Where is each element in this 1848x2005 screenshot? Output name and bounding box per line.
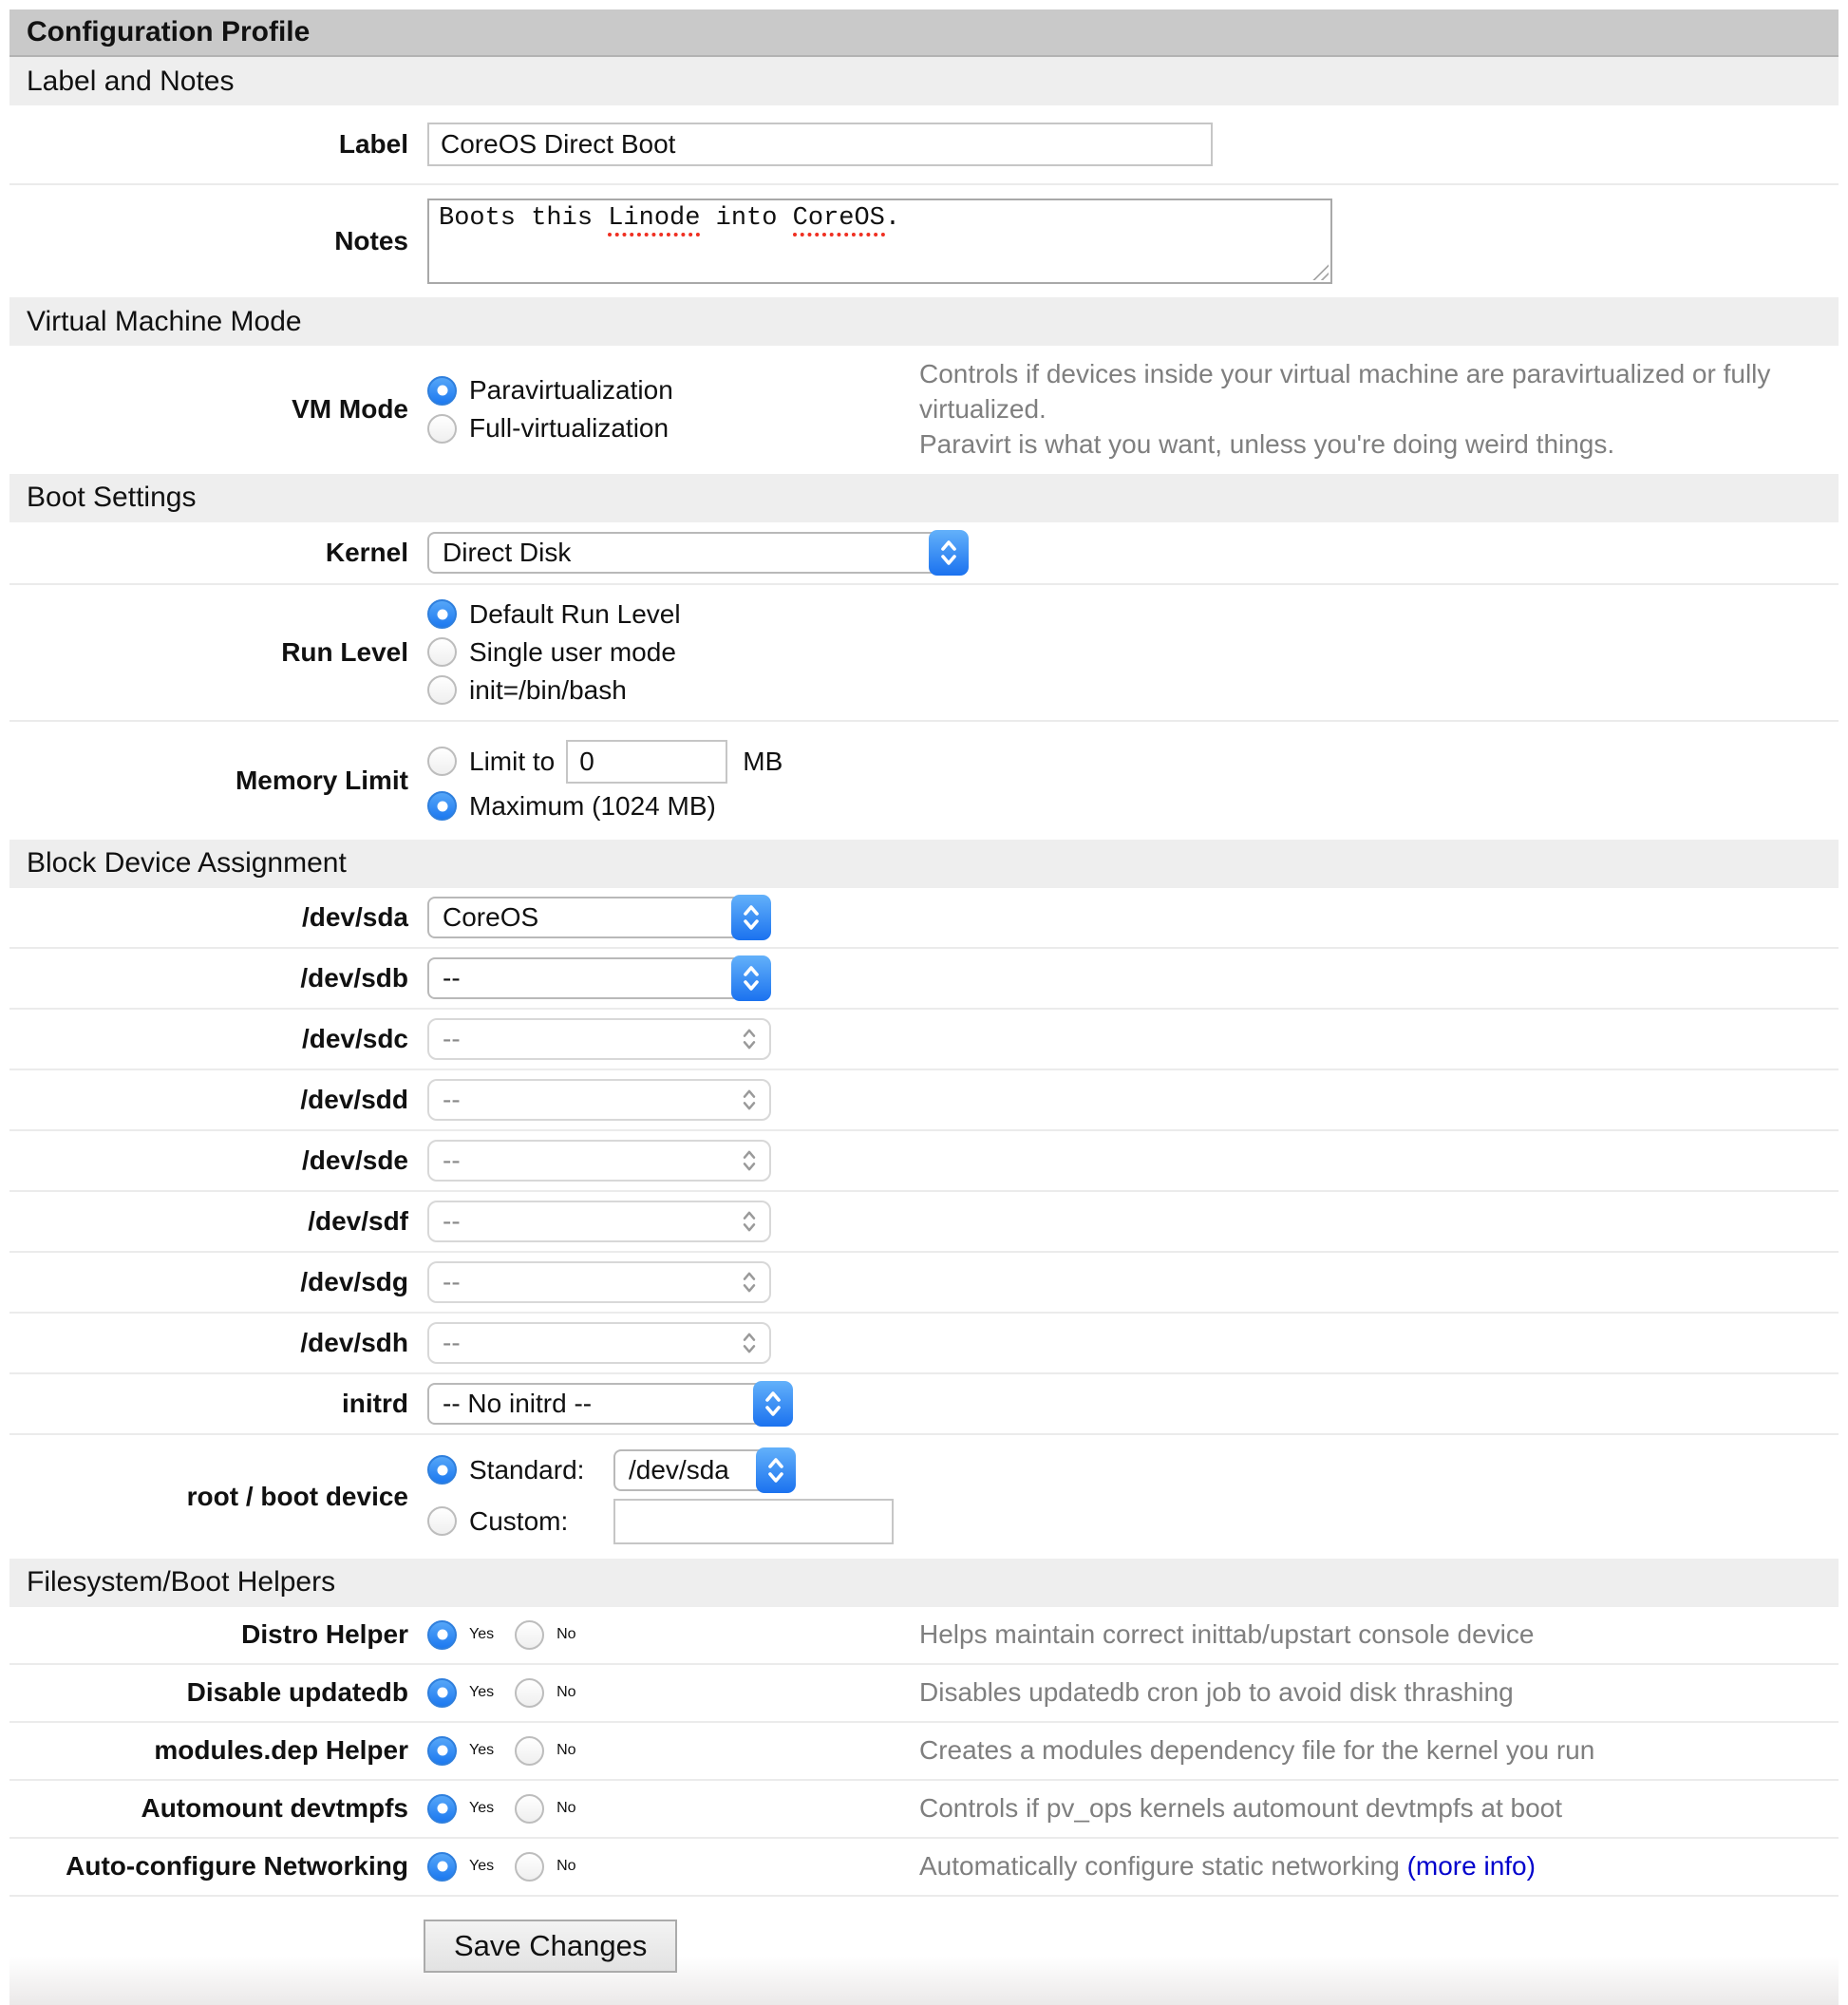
automount-devtmpfs-label: Automount devtmpfs	[141, 1793, 408, 1824]
custom-root-input[interactable]	[613, 1499, 894, 1544]
dev-sdb-select[interactable]	[427, 957, 771, 999]
dev-sdc-row	[9, 1008, 1839, 1069]
root-standard-label: Standard:	[469, 1454, 585, 1485]
distro-helper-yes-radio[interactable]	[427, 1620, 457, 1650]
run-level-row	[9, 583, 1839, 720]
dev-sdg-label: /dev/sdg	[300, 1266, 408, 1296]
section-vm-mode: Virtual Machine Mode	[9, 297, 1839, 346]
auto-configure-networking-label: Auto-configure Networking	[66, 1851, 408, 1882]
yes-label: Yes	[469, 1800, 495, 1817]
page-title: Configuration Profile	[9, 9, 1839, 57]
dev-sdc-select-value: --	[443, 1023, 461, 1053]
notes-row	[9, 183, 1839, 297]
vm-mode-help: Controls if devices inside your virtual machine are paravirtualized or fully virtualized. Paravirt is what you want, unless you're doing weird things.	[919, 359, 1771, 459]
notes-field-label: Notes	[334, 226, 408, 255]
dev-sda-row	[9, 888, 1839, 947]
dev-sdc-select	[427, 1018, 771, 1060]
dev-sdd-select-value: --	[443, 1084, 461, 1114]
modules-dep-yes-radio[interactable]	[427, 1736, 457, 1766]
root-boot-device-row	[9, 1433, 1839, 1559]
distro-helper-no-radio[interactable]	[515, 1620, 544, 1650]
dev-sde-select	[427, 1140, 771, 1182]
no-label: No	[556, 1684, 576, 1701]
chevron-updown-icon	[737, 1324, 762, 1362]
configuration-profile-page	[9, 9, 1839, 2005]
root-device-select-value: /dev/sda	[629, 1454, 729, 1485]
dev-sdh-select	[427, 1322, 771, 1364]
vm-mode-label: VM Mode	[292, 394, 408, 425]
section-boot-settings: Boot Settings	[9, 474, 1839, 522]
notes-text: Boots this	[439, 204, 609, 233]
chevron-updown-icon	[737, 1202, 762, 1240]
root-standard-radio[interactable]	[427, 1455, 457, 1485]
dev-sde-row	[9, 1129, 1839, 1190]
misspelled-word: Linode	[608, 204, 700, 236]
root-boot-device-label: root / boot device	[186, 1481, 408, 1511]
dev-sdd-label: /dev/sdd	[300, 1084, 408, 1114]
section-filesystem-helpers: Filesystem/Boot Helpers	[9, 1559, 1839, 1607]
disable-updatedb-help: Disables updatedb cron job to avoid disk thrashing	[919, 1676, 1514, 1707]
memory-limit-label: Memory Limit	[235, 765, 408, 795]
dev-sdh-label: /dev/sdh	[300, 1327, 408, 1357]
dev-sdd-row	[9, 1069, 1839, 1129]
dev-sde-label: /dev/sde	[301, 1144, 408, 1175]
run-level-default-radio[interactable]	[427, 599, 457, 629]
memory-limit-to-label: Limit to	[469, 746, 556, 776]
resize-handle-icon[interactable]	[1308, 259, 1329, 280]
run-level-option-label: init=/bin/bash	[469, 674, 627, 705]
label-row	[9, 105, 1839, 183]
misspelled-word: CoreOS	[793, 204, 885, 236]
vm-mode-full-virtualization-radio[interactable]	[427, 414, 457, 444]
run-level-init-bash-radio[interactable]	[427, 675, 457, 705]
vm-mode-row	[9, 346, 1839, 474]
memory-limit-to-radio[interactable]	[427, 747, 457, 776]
initrd-label: initrd	[342, 1388, 408, 1418]
dev-sdh-select-value: --	[443, 1327, 461, 1357]
no-label: No	[556, 1858, 576, 1875]
modules-dep-label: modules.dep Helper	[154, 1735, 408, 1766]
yes-label: Yes	[469, 1684, 495, 1701]
no-label: No	[556, 1742, 576, 1759]
dev-sdf-select-value: --	[443, 1205, 461, 1236]
yes-label: Yes	[469, 1858, 495, 1875]
distro-helper-help: Helps maintain correct inittab/upstart console device	[919, 1618, 1535, 1649]
chevron-updown-icon	[756, 1447, 796, 1493]
chevron-updown-icon	[737, 1263, 762, 1301]
dev-sdg-select-value: --	[443, 1266, 461, 1296]
memory-maximum-label: Maximum (1024 MB)	[469, 790, 716, 821]
automount-devtmpfs-row	[9, 1779, 1839, 1837]
initrd-select[interactable]	[427, 1383, 793, 1425]
no-label: No	[556, 1626, 576, 1643]
chevron-updown-icon	[753, 1381, 793, 1427]
initrd-row	[9, 1372, 1839, 1433]
disable-updatedb-yes-radio[interactable]	[427, 1678, 457, 1708]
auto-configure-networking-row	[9, 1837, 1839, 1895]
modules-dep-help: Creates a modules dependency file for the kernel you run	[919, 1734, 1595, 1765]
dev-sda-select-value: CoreOS	[443, 901, 539, 932]
chevron-updown-icon	[737, 1020, 762, 1058]
modules-dep-row	[9, 1721, 1839, 1779]
section-block-devices: Block Device Assignment	[9, 840, 1839, 888]
dev-sdh-row	[9, 1312, 1839, 1372]
memory-limit-row	[9, 720, 1839, 840]
vm-mode-option-label: Paravirtualization	[469, 375, 673, 406]
root-device-select[interactable]	[613, 1449, 796, 1491]
notes-text: .	[884, 204, 901, 233]
initrd-select-value: -- No initrd --	[443, 1388, 593, 1418]
auto-configure-networking-yes-radio[interactable]	[427, 1852, 457, 1882]
root-custom-label: Custom:	[469, 1505, 569, 1536]
kernel-row	[9, 522, 1839, 583]
disable-updatedb-no-radio[interactable]	[515, 1678, 544, 1708]
label-field-label: Label	[338, 129, 408, 159]
memory-limit-input[interactable]	[566, 740, 727, 784]
chevron-updown-icon	[737, 1081, 762, 1119]
distro-helper-row	[9, 1607, 1839, 1663]
notes-textarea[interactable]	[427, 199, 1332, 284]
dev-sdg-row	[9, 1251, 1839, 1312]
save-changes-button[interactable]: Save Changes	[424, 1920, 677, 1973]
auto-configure-networking-help: Automatically configure static networking (more info)	[919, 1850, 1536, 1881]
dev-sdf-label: /dev/sdf	[308, 1205, 408, 1236]
automount-devtmpfs-no-radio[interactable]	[515, 1794, 544, 1824]
run-level-option-label: Single user mode	[469, 636, 676, 667]
dev-sda-select[interactable]	[427, 897, 771, 938]
dev-sda-label: /dev/sda	[301, 901, 408, 932]
more-info-link[interactable]: (more info)	[1406, 1850, 1536, 1881]
automount-devtmpfs-help: Controls if pv_ops kernels automount devtmpfs at boot	[919, 1792, 1563, 1823]
modules-dep-no-radio[interactable]	[515, 1736, 544, 1766]
disable-updatedb-row	[9, 1663, 1839, 1721]
kernel-label: Kernel	[325, 537, 408, 567]
chevron-updown-icon	[737, 1142, 762, 1180]
notes-text: into	[700, 204, 793, 233]
dev-sdb-select-value: --	[443, 962, 461, 993]
section-label-and-notes: Label and Notes	[9, 57, 1839, 105]
disable-updatedb-label: Disable updatedb	[186, 1677, 408, 1708]
run-level-option-label: Default Run Level	[469, 598, 681, 629]
dev-sdb-row	[9, 947, 1839, 1008]
dev-sdb-label: /dev/sdb	[300, 962, 408, 993]
root-custom-radio[interactable]	[427, 1506, 457, 1536]
label-input[interactable]	[427, 123, 1213, 166]
chevron-updown-icon	[731, 955, 771, 1001]
memory-unit-label: MB	[743, 746, 783, 776]
automount-devtmpfs-yes-radio[interactable]	[427, 1794, 457, 1824]
distro-helper-label: Distro Helper	[241, 1619, 408, 1650]
kernel-select[interactable]	[427, 532, 969, 574]
memory-maximum-radio[interactable]	[427, 791, 457, 821]
dev-sde-select-value: --	[443, 1144, 461, 1175]
footer	[9, 1895, 1839, 2005]
kernel-select-value: Direct Disk	[443, 537, 572, 567]
dev-sdd-select	[427, 1079, 771, 1121]
no-label: No	[556, 1800, 576, 1817]
dev-sdg-select	[427, 1261, 771, 1303]
dev-sdc-label: /dev/sdc	[301, 1023, 408, 1053]
dev-sdf-select	[427, 1201, 771, 1242]
auto-configure-networking-no-radio[interactable]	[515, 1852, 544, 1882]
chevron-updown-icon	[731, 895, 771, 940]
run-level-single-user-radio[interactable]	[427, 637, 457, 667]
dev-sdf-row	[9, 1190, 1839, 1251]
vm-mode-paravirtualization-radio[interactable]	[427, 376, 457, 406]
run-level-label: Run Level	[281, 636, 408, 667]
chevron-updown-icon	[929, 530, 969, 576]
vm-mode-option-label: Full-virtualization	[469, 413, 669, 444]
yes-label: Yes	[469, 1626, 495, 1643]
yes-label: Yes	[469, 1742, 495, 1759]
